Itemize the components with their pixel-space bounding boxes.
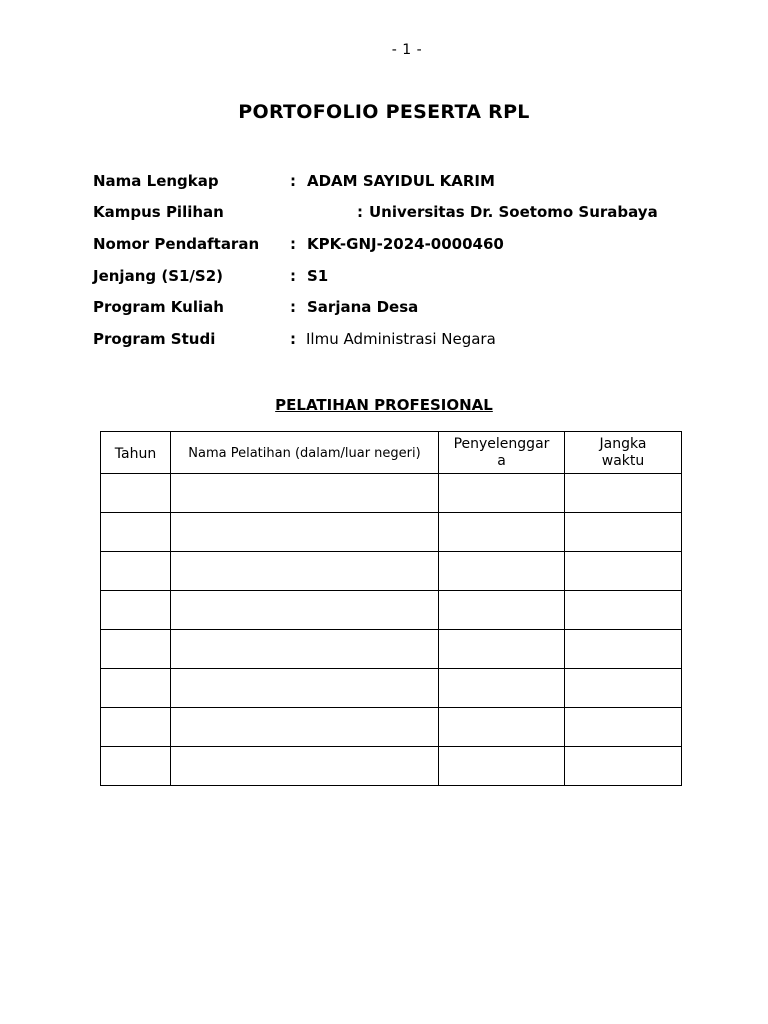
table-cell[interactable]	[101, 669, 171, 708]
table-row	[101, 747, 682, 786]
table-cell[interactable]	[171, 474, 439, 513]
table-row	[101, 552, 682, 591]
column-header-label: waktu	[601, 452, 645, 469]
info-label: Program Kuliah	[93, 298, 224, 316]
info-label: Kampus Pilihan	[93, 203, 224, 221]
table-row	[101, 513, 682, 552]
column-header-tahun	[101, 432, 171, 474]
table-cell[interactable]	[101, 747, 171, 786]
column-header-label: Nama Pelatihan (dalam/luar negeri)	[188, 446, 421, 461]
table-cell[interactable]	[101, 513, 171, 552]
table-cell[interactable]	[101, 552, 171, 591]
table-cell[interactable]	[101, 708, 171, 747]
table-row	[101, 474, 682, 513]
table-cell[interactable]	[439, 513, 565, 552]
table-cell[interactable]	[565, 708, 682, 747]
table-cell[interactable]	[565, 552, 682, 591]
table-row	[101, 591, 682, 630]
table-row	[101, 708, 682, 747]
column-header-label: Penyelenggar	[453, 435, 550, 452]
info-value: Ilmu Administrasi Negara	[306, 330, 496, 348]
info-value: Sarjana Desa	[307, 298, 419, 316]
info-value: ADAM SAYIDUL KARIM	[307, 172, 495, 190]
info-value: S1	[307, 267, 329, 285]
table-cell[interactable]	[565, 630, 682, 669]
info-label: Nomor Pendaftaran	[93, 235, 260, 253]
table-cell[interactable]	[565, 747, 682, 786]
info-colon: :	[290, 330, 296, 348]
table-cell[interactable]	[101, 630, 171, 669]
table-cell[interactable]	[565, 591, 682, 630]
table-cell[interactable]	[439, 591, 565, 630]
section-heading: PELATIHAN PROFESIONAL	[275, 396, 493, 414]
info-value: Universitas Dr. Soetomo Surabaya	[369, 203, 658, 221]
table-cell[interactable]	[439, 747, 565, 786]
info-label: Program Studi	[93, 330, 216, 348]
table-cell[interactable]	[101, 591, 171, 630]
info-colon: :	[290, 172, 296, 190]
info-colon: :	[357, 203, 363, 221]
table-cell[interactable]	[171, 552, 439, 591]
table-cell[interactable]	[101, 474, 171, 513]
table-cell[interactable]	[565, 669, 682, 708]
column-header-label: Jangka	[599, 435, 647, 452]
table-cell[interactable]	[171, 747, 439, 786]
table-cell[interactable]	[565, 474, 682, 513]
column-header-nama-pelatihan	[171, 432, 439, 474]
table-cell[interactable]	[171, 513, 439, 552]
table-cell[interactable]	[171, 630, 439, 669]
info-value: KPK-GNJ-2024-0000460	[307, 235, 504, 253]
info-colon: :	[290, 298, 296, 316]
column-header-jangka-waktu	[565, 432, 682, 474]
info-colon: :	[290, 267, 296, 285]
page-title: PORTOFOLIO PESERTA RPL	[238, 101, 530, 123]
table-header-row	[101, 432, 682, 474]
page-number: - 1 -	[391, 42, 423, 58]
table-cell[interactable]	[171, 708, 439, 747]
column-header-label: a	[497, 452, 506, 469]
table-row	[101, 630, 682, 669]
column-header-label: Tahun	[114, 446, 157, 462]
table-cell[interactable]	[171, 669, 439, 708]
table-cell[interactable]	[439, 630, 565, 669]
table-cell[interactable]	[439, 552, 565, 591]
table-cell[interactable]	[171, 591, 439, 630]
table-cell[interactable]	[565, 513, 682, 552]
info-label: Nama Lengkap	[93, 172, 219, 190]
column-header-penyelenggara	[439, 432, 565, 474]
table-cell[interactable]	[439, 474, 565, 513]
table-cell[interactable]	[439, 669, 565, 708]
training-table	[100, 431, 682, 786]
table-cell[interactable]	[439, 708, 565, 747]
info-colon: :	[290, 235, 296, 253]
info-label: Jenjang (S1/S2)	[93, 267, 224, 285]
table-row	[101, 669, 682, 708]
